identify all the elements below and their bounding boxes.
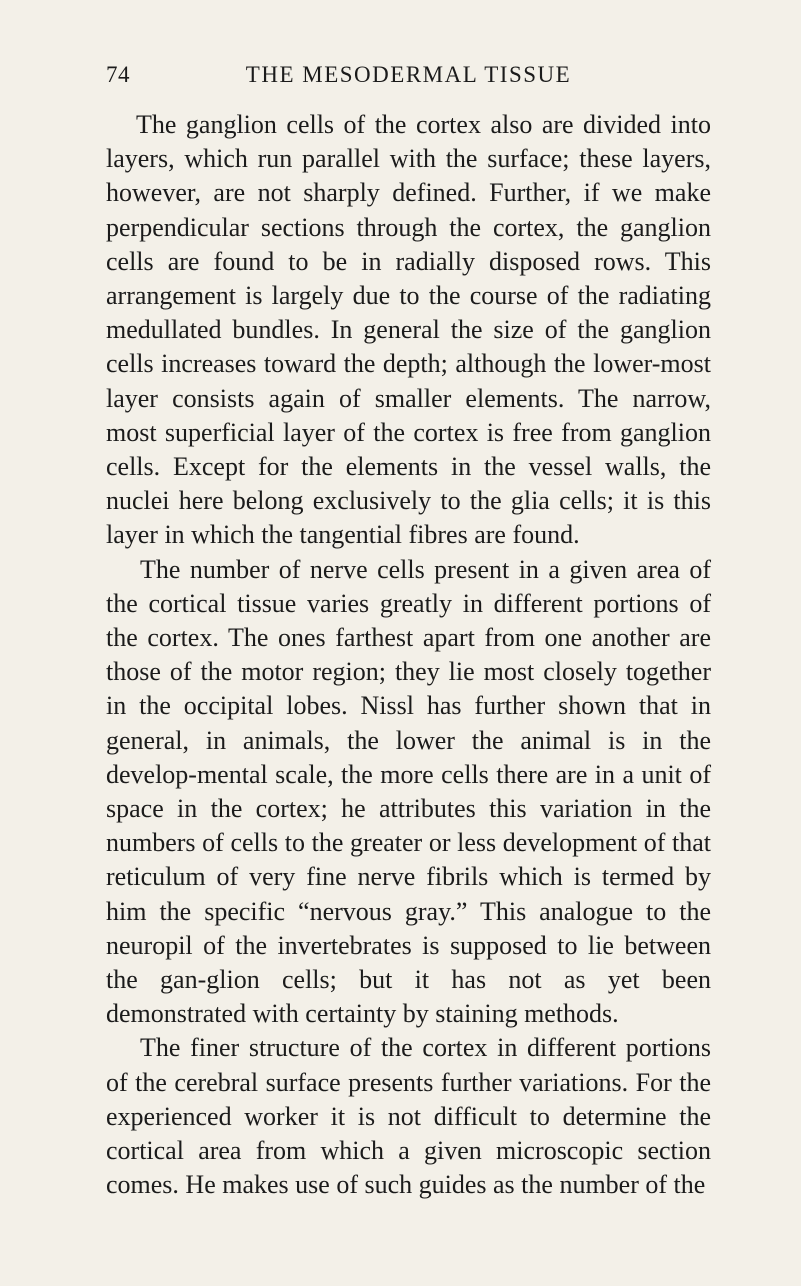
paragraph: The ganglion cells of the cortex also are divided into layers, which run parallel with the surface; these layers, however, are not sharply defined. Further, if we make perpendicular sections through the cortex, the ganglion cells are found to be in radially disposed rows. This arrangement is largely due to the course of the radiating medullated bundles. In general the size of the ganglion cells increases toward the depth; although the lower-most layer consists again of smaller elements. The narrow, most superficial layer of the cortex is free from ganglion cells. Except for the elements in the vessel walls, the nuclei here belong exclusively to the glia cells; it is this layer in which the tangential fibres are found. (106, 110, 711, 550)
page-header (106, 62, 711, 98)
paragraph: The number of nerve cells present in a given area of the cortical tissue varies greatly in different portions of the cortex. The ones farthest apart from one another are those of the motor region; they lie most closely together in the occipital lobes. Nissl has further shown that in general, in animals, the lower the animal is in the develop-mental scale, the more cells there are in a unit of space in the cortex; he attributes this variation in the numbers of cells to the greater or less development of that reticulum of very fine nerve fibrils which is termed by him the specific “nervous gray.” This analogue to the neuropil of the invertebrates is supposed to lie between the gan-glion cells; but it has not as yet been demonstrated with certainty by staining methods. (106, 554, 711, 1029)
body-text (106, 108, 711, 1203)
running-head: THE MESODERMAL TISSUE (245, 62, 572, 87)
page-number: 74 (106, 62, 130, 87)
paragraph: The finer structure of the cortex in different portions of the cerebral surface presents further variations. For the experienced worker it is not difficult to determine the cortical area from which a given microscopic section comes. He makes use of such guides as the number of the (106, 1033, 711, 1200)
